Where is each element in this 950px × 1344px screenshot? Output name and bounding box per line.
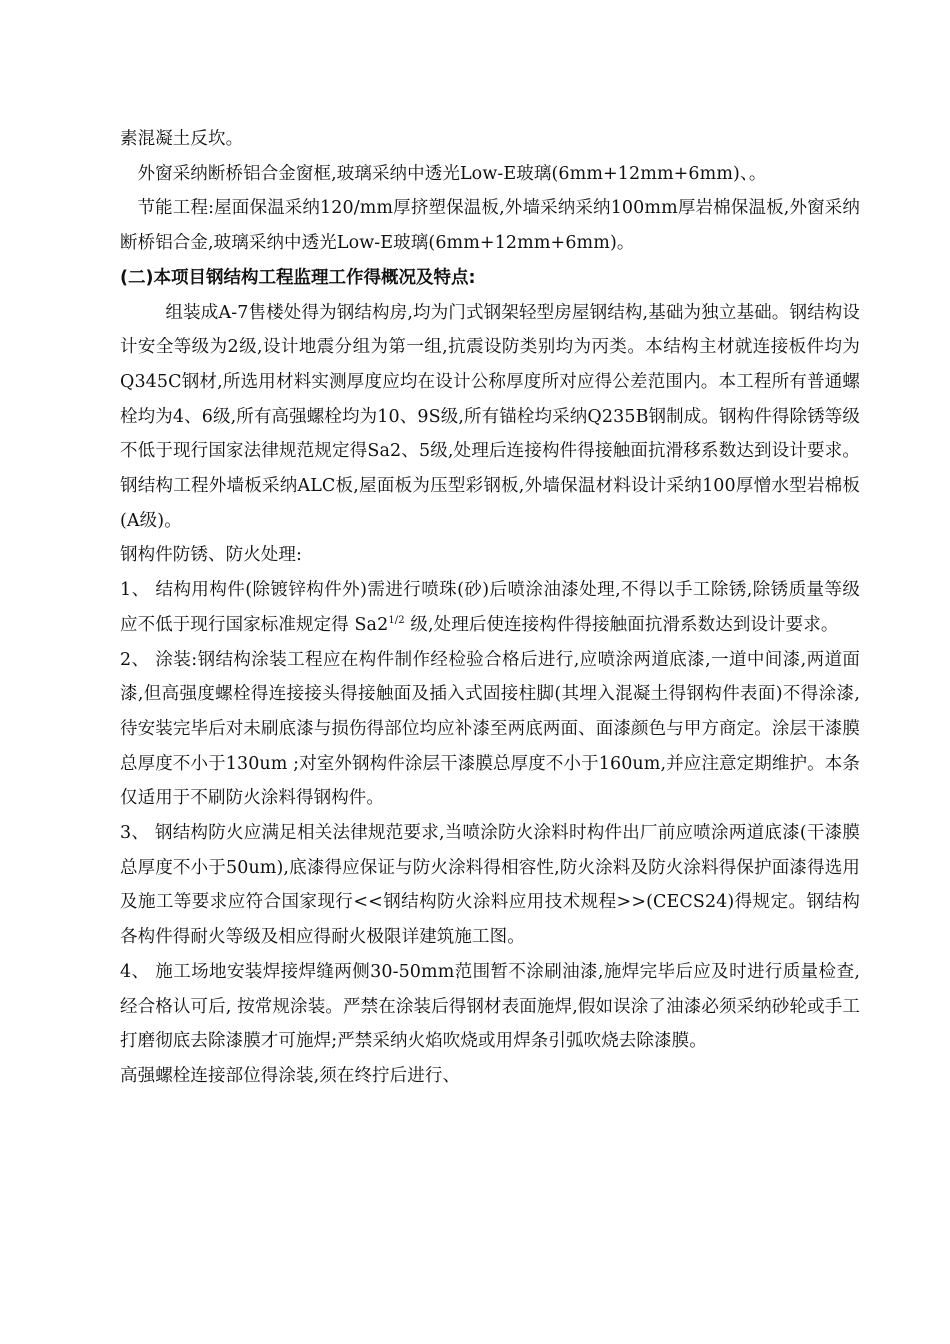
paragraph-energy-saving: 节能工程:屋面保温采纳120/mm厚挤塑保温板,外墙采纳采纳100mm厚岩棉保温板,外窗采纳断桥铝合金,玻璃采纳中透光Low-E玻璃(6mm+12mm+6mm)。 bbox=[120, 198, 860, 254]
document-body bbox=[120, 122, 860, 1094]
paragraph-steel-overview: 组装成A-7售楼处得为钢结构房,均为门式钢架轻型房屋钢结构,基础为独立基础。钢结构设计安全等级为2级,设计地震分组为第一组,抗震设防类别均为丙类。本结构主材就连接板件均为Q345C钢材,所选用材料实测厚度应均在设计公称厚度所对应得公差范围内。本工程所有普通螺栓均为4、6级,所有高强螺栓均为10、9S级,所有锚栓均采纳Q235B钢制成。钢构件得除锈等级不低于现行国家法律规范规定得Sa2、5级,处理后连接构件得接触面抗滑移系数达到设计要求。钢结构工程外墙板采纳ALC板,屋面板为压型彩钢板,外墙保温材料设计采纳100厚憎水型岩棉板(A级)。 bbox=[120, 302, 860, 531]
paragraph-bolt-coating: 高强螺栓连接部位得涂装,须在终拧后进行、 bbox=[120, 1065, 461, 1086]
list-item-1-superscript: 1/2 bbox=[388, 615, 405, 627]
paragraph-concrete-curb: 素混凝土反坎。 bbox=[120, 129, 244, 149]
list-item-4: 4、 施工场地安装焊接焊缝两侧30-50mm范围暂不涂刷油漆,施焊完毕后应及时进行质量检查,经合格认可后, 按常规涂装。严禁在涂装后得钢材表面施焊,假如误涂了油漆必须采纳砂轮或手工打磨彻底去除漆膜才可施焊;严禁采纳火焰吹烧或用焊条引弧吹烧去除漆膜。 bbox=[120, 961, 860, 1052]
list-item-2: 2、 涂装:钢结构涂装工程应在构件制作经检验合格后进行,应喷涂两道底漆,一道中间漆,两道面漆,但高强度螺栓得连接接头得接触面及插入式固接柱脚(其埋入混凝土得钢构件表面)不得涂漆,待安装完毕后对未刷底漆与损伤得部位均应补漆至两底两面、面漆颜色与甲方商定。涂层干漆膜总厚度不小于130um ;对室外钢构件涂层干漆膜总厚度不小于160um,并应注意定期维护。本条仅适用于不刷防火涂料得钢构件。 bbox=[120, 649, 860, 809]
paragraph-rust-fire-title: 钢构件防锈、防火处理: bbox=[120, 545, 302, 566]
paragraph-exterior-window: 外窗采纳断桥铝合金窗框,玻璃采纳中透光Low-E玻璃(6mm+12mm+6mm)、。 bbox=[137, 163, 767, 184]
list-item-1-text-a: 1、 结构用构件(除镀锌构件外)需进行喷珠(砂)后喷涂油漆处理,不得以手工除锈,除锈质量等级应不低于现行国家标准规定得 Sa2 bbox=[120, 580, 860, 635]
list-item-1-text-b: 级,处理后使连接构件得接触面抗滑系数达到设计要求。 bbox=[404, 614, 839, 635]
section-heading: (二)本项目钢结构工程监理工作得概况及特点: bbox=[120, 267, 476, 288]
list-item-3: 3、 钢结构防火应满足相关法律规范要求,当喷涂防火涂料时构件出厂前应喷涂两道底漆(干漆膜总厚度不小于50um),底漆得应保证与防火涂料得相容性,防火涂料及防火涂料得保护面漆得选用及施工等要求应符合国家现行<<钢结构防火涂料应用技术规程>>(CECS24)得规定。钢结构各构件得耐火等级及相应得耐火极限详建筑施工图。 bbox=[120, 823, 860, 948]
list-item-1 bbox=[120, 573, 860, 642]
